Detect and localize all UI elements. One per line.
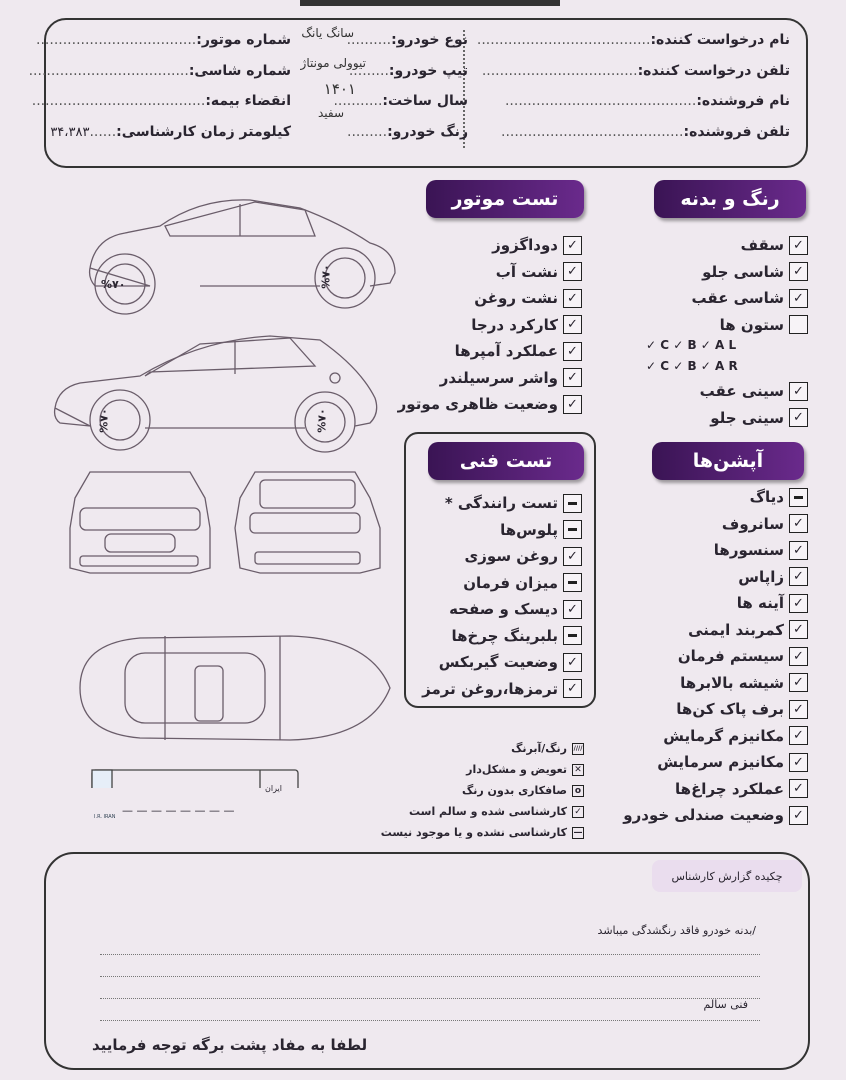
requester-name-dots: ....................................... bbox=[476, 32, 651, 48]
checkbox[interactable]: ✓ bbox=[563, 342, 582, 361]
item-label: مکانیزم سرمایش bbox=[657, 753, 784, 772]
engine-test-header: تست موتور bbox=[426, 180, 584, 218]
item-label: شاسی عقب bbox=[691, 289, 784, 308]
checkbox[interactable]: ✓ bbox=[789, 382, 808, 401]
item-label: وضعیت گیربکس bbox=[438, 653, 558, 672]
item-label: آینه ها bbox=[736, 594, 784, 613]
vehicle-model-field[interactable] bbox=[349, 63, 468, 79]
legend-symbol: o bbox=[572, 785, 584, 797]
engine-number-label: شماره موتور: bbox=[196, 32, 291, 48]
checkbox[interactable]: ✓ bbox=[789, 567, 808, 586]
checkbox[interactable]: ✓ bbox=[563, 289, 582, 308]
list-item[interactable] bbox=[623, 643, 808, 670]
item-label: ترمزها،روغن ترمز bbox=[422, 679, 558, 698]
item-label: روغن سوزی bbox=[464, 547, 558, 566]
item-label: کمربند ایمنی bbox=[688, 620, 784, 639]
plate-country: ایران bbox=[265, 784, 282, 793]
percent-label: %۷۰ bbox=[319, 264, 333, 289]
requester-phone-label: تلفن درخواست کننده: bbox=[637, 63, 790, 79]
list-item[interactable] bbox=[692, 312, 808, 339]
item-label: دوداگزوز bbox=[492, 236, 558, 255]
summary-note-body: /بدنه خودرو فاقد رنگشدگی میباشد bbox=[597, 924, 756, 937]
list-item[interactable] bbox=[700, 378, 808, 405]
checkbox[interactable]: ✓ bbox=[789, 620, 808, 639]
car-top-view bbox=[80, 636, 390, 740]
car-rear-view bbox=[235, 472, 380, 573]
seller-name-dots: ........................................... bbox=[504, 93, 697, 109]
list-item[interactable] bbox=[623, 723, 808, 750]
list-item[interactable] bbox=[623, 484, 808, 511]
checkbox[interactable]: ✓ bbox=[789, 726, 808, 745]
checkbox[interactable]: ✓ bbox=[563, 315, 582, 334]
checkbox[interactable]: ✓ bbox=[789, 262, 808, 281]
checkbox[interactable]: ✓ bbox=[789, 236, 808, 255]
item-label: عملکرد چراغ‌ها bbox=[675, 779, 784, 798]
paint-body-list-2 bbox=[700, 378, 808, 431]
list-item[interactable] bbox=[692, 259, 808, 286]
list-item[interactable] bbox=[398, 338, 582, 365]
checkbox[interactable] bbox=[563, 573, 582, 592]
list-item[interactable] bbox=[692, 285, 808, 312]
vehicle-model-label: تیپ خودرو: bbox=[388, 63, 468, 79]
legend-label: کارشناسی شده و سالم است bbox=[408, 805, 567, 818]
item-label: شیشه بالابرها bbox=[680, 673, 784, 692]
checkbox[interactable]: ✓ bbox=[563, 679, 582, 698]
summary-line bbox=[100, 998, 760, 999]
item-label: عملکرد آمپرها bbox=[454, 342, 558, 361]
checkbox[interactable] bbox=[789, 315, 808, 334]
mileage-dots: ...... bbox=[89, 124, 117, 140]
item-label: سنسورها bbox=[713, 541, 784, 560]
checkbox[interactable] bbox=[563, 626, 582, 645]
list-item[interactable] bbox=[422, 543, 582, 570]
list-item[interactable] bbox=[623, 696, 808, 723]
car-side-view-right bbox=[55, 336, 377, 452]
list-item[interactable] bbox=[422, 490, 582, 517]
vehicle-type-value: سانگ یانگ bbox=[301, 26, 354, 40]
checkbox[interactable]: ✓ bbox=[789, 700, 808, 719]
seller-name-label: نام فروشنده: bbox=[696, 93, 790, 109]
engine-number-field[interactable] bbox=[36, 32, 291, 48]
plate-dashes: — — — — — — — — bbox=[122, 804, 235, 817]
list-item[interactable] bbox=[422, 570, 582, 597]
legend-label: تعویض و مشکل‌دار bbox=[466, 763, 567, 776]
item-label: برف پاک کن‌ها bbox=[676, 700, 784, 719]
insurance-expiry-label: انقضاء بیمه: bbox=[205, 93, 291, 109]
list-item[interactable] bbox=[398, 312, 582, 339]
checkbox[interactable]: ✓ bbox=[563, 395, 582, 414]
chassis-number-label: شماره شاسی: bbox=[188, 63, 291, 79]
list-item[interactable] bbox=[623, 590, 808, 617]
list-item[interactable] bbox=[623, 511, 808, 538]
list-item[interactable] bbox=[398, 285, 582, 312]
legend-symbol: //// bbox=[572, 743, 584, 755]
legend-symbol: ✕ bbox=[572, 764, 584, 776]
checkbox[interactable]: ✓ bbox=[789, 806, 808, 825]
insurance-expiry-field[interactable] bbox=[32, 93, 291, 109]
options-header: آپشن‌ها bbox=[652, 442, 804, 480]
item-label: دیسک و صفحه bbox=[449, 600, 558, 619]
checkbox[interactable] bbox=[563, 520, 582, 539]
checkbox[interactable] bbox=[563, 494, 582, 513]
vehicle-type-dots: .......... bbox=[346, 32, 392, 48]
options-list bbox=[623, 484, 808, 829]
mileage-label: کیلومتر زمان کارشناسی: bbox=[116, 124, 291, 140]
checkbox[interactable]: ✓ bbox=[789, 753, 808, 772]
build-year-dots: ........... bbox=[333, 93, 383, 109]
legend-item bbox=[381, 738, 584, 759]
requester-name-field[interactable] bbox=[477, 32, 790, 48]
top-edge-bar bbox=[300, 0, 560, 6]
list-item[interactable] bbox=[623, 617, 808, 644]
item-label: میزان فرمان bbox=[463, 573, 558, 592]
plate-country-code: I.R. IRAN bbox=[94, 814, 116, 820]
item-label: تست رانندگی * bbox=[444, 494, 558, 513]
seller-phone-field[interactable] bbox=[501, 124, 790, 140]
vehicle-model-value: تیوولی مونتاژ bbox=[300, 56, 366, 70]
list-item[interactable] bbox=[623, 776, 808, 803]
legend-symbol: — bbox=[573, 827, 583, 838]
car-front-view bbox=[70, 472, 210, 573]
summary-tag: چکیده گزارش کارشناس bbox=[652, 860, 802, 892]
list-item[interactable] bbox=[623, 802, 808, 829]
list-item[interactable] bbox=[700, 405, 808, 432]
legend-item bbox=[381, 801, 584, 822]
list-item[interactable] bbox=[623, 670, 808, 697]
list-item[interactable] bbox=[692, 232, 808, 259]
legend-item bbox=[381, 822, 584, 843]
requester-phone-field[interactable] bbox=[482, 63, 790, 79]
item-label: دیاگ bbox=[749, 488, 784, 507]
mileage-value: ۳۴،۳۸۳ bbox=[50, 125, 90, 140]
pillar-left-checks: ✓ C ✓ B ✓ A L bbox=[646, 338, 737, 352]
list-item[interactable] bbox=[422, 676, 582, 703]
seller-phone-label: تلفن فروشنده: bbox=[683, 124, 790, 140]
requester-name-label: نام درخواست کننده: bbox=[650, 32, 790, 48]
summary-line bbox=[100, 1020, 760, 1021]
paint-body-list bbox=[692, 232, 808, 338]
item-label: پلوس‌ها bbox=[500, 520, 558, 539]
mileage-field[interactable] bbox=[50, 124, 291, 140]
checkbox[interactable]: ✓ bbox=[563, 547, 582, 566]
checkbox[interactable]: ✓ bbox=[563, 262, 582, 281]
checkbox[interactable]: ✓ bbox=[789, 594, 808, 613]
vehicle-color-dots: ......... bbox=[347, 124, 388, 140]
checkbox[interactable]: ✓ bbox=[789, 514, 808, 533]
list-item[interactable] bbox=[398, 259, 582, 286]
item-label: کارکرد درجا bbox=[471, 315, 558, 334]
chassis-number-field[interactable] bbox=[29, 63, 291, 79]
list-item[interactable] bbox=[398, 365, 582, 392]
item-label: مکانیزم گرمایش bbox=[663, 726, 784, 745]
vehicle-color-field[interactable] bbox=[347, 124, 468, 140]
checkbox[interactable]: ✓ bbox=[789, 673, 808, 692]
checkbox[interactable]: ✓ bbox=[563, 600, 582, 619]
percent-label: %۷۰ bbox=[101, 278, 126, 291]
checkbox[interactable]: ✓ bbox=[563, 236, 582, 255]
list-item[interactable] bbox=[422, 649, 582, 676]
chassis-number-dots: .................................... bbox=[28, 63, 189, 79]
checkbox[interactable]: ✓ bbox=[789, 779, 808, 798]
engine-number-dots: .................................... bbox=[36, 32, 197, 48]
paint-body-header: رنگ و بدنه bbox=[654, 180, 806, 218]
legend-symbol: ✓ bbox=[572, 806, 584, 818]
item-label: سیستم فرمان bbox=[677, 647, 784, 666]
list-item[interactable] bbox=[422, 596, 582, 623]
item-label: بلبرینگ چرخ‌ها bbox=[451, 626, 558, 645]
item-label: زاپاس bbox=[738, 567, 784, 586]
seller-phone-dots: ......................................... bbox=[501, 124, 684, 140]
footer-note: لطفا به مفاد پشت برگه توجه فرمایید bbox=[92, 1036, 368, 1054]
item-label: وضعیت ظاهری موتور bbox=[397, 395, 558, 414]
car-side-view-left bbox=[90, 200, 395, 314]
checkbox[interactable]: ✓ bbox=[789, 647, 808, 666]
list-item[interactable] bbox=[422, 623, 582, 650]
legend bbox=[381, 738, 584, 843]
vehicle-type-field[interactable] bbox=[347, 32, 468, 48]
item-label: وضعیت صندلی خودرو bbox=[623, 806, 784, 825]
percent-label: %۷۰ bbox=[315, 408, 329, 433]
vehicle-color-value: سفید bbox=[317, 106, 344, 120]
insurance-expiry-dots: ....................................... bbox=[31, 93, 206, 109]
item-label: واشر سرسیلندر bbox=[439, 368, 558, 387]
item-label: ستون ها bbox=[719, 315, 784, 334]
vehicle-type-label: نوع خودرو: bbox=[391, 32, 468, 48]
checkbox[interactable]: ✓ bbox=[789, 289, 808, 308]
summary-note-technical: فنی سالم bbox=[703, 998, 748, 1011]
legend-label: رنگ/آبرنگ bbox=[511, 742, 567, 755]
checkbox[interactable]: ✓ bbox=[789, 541, 808, 560]
list-item[interactable] bbox=[623, 537, 808, 564]
summary-line bbox=[100, 976, 760, 977]
item-label: نشت آب bbox=[495, 262, 558, 281]
item-label: سقف bbox=[740, 236, 784, 255]
build-year-value: ۱۴۰۱ bbox=[323, 80, 356, 98]
list-item[interactable] bbox=[422, 517, 582, 544]
percent-label: %۷۰ bbox=[97, 408, 111, 433]
checkbox[interactable]: ✓ bbox=[563, 653, 582, 672]
legend-item bbox=[381, 759, 584, 780]
legend-label: صافکاری بدون رنگ bbox=[462, 784, 567, 797]
legend-item bbox=[381, 780, 584, 801]
legend-label: کارشناسی نشده و یا موجود نیست bbox=[380, 826, 567, 839]
vehicle-model-dots: ......... bbox=[348, 63, 389, 79]
vehicle-color-label: رنگ خودرو: bbox=[387, 124, 468, 140]
checkbox[interactable] bbox=[789, 488, 808, 507]
list-item[interactable] bbox=[623, 564, 808, 591]
technical-test-list bbox=[422, 490, 582, 702]
list-item[interactable] bbox=[398, 232, 582, 259]
engine-test-list bbox=[398, 232, 582, 418]
technical-test-header: تست فنی bbox=[428, 442, 584, 480]
build-year-label: سال ساخت: bbox=[382, 93, 468, 109]
checkbox[interactable]: ✓ bbox=[563, 368, 582, 387]
checkbox[interactable]: ✓ bbox=[789, 408, 808, 427]
list-item[interactable] bbox=[623, 749, 808, 776]
list-item[interactable] bbox=[398, 391, 582, 418]
seller-name-field[interactable] bbox=[505, 93, 790, 109]
item-label: سینی عقب bbox=[699, 382, 784, 401]
item-label: سانروف bbox=[721, 514, 784, 533]
summary-line bbox=[100, 954, 760, 955]
item-label: شاسی جلو bbox=[702, 262, 784, 281]
item-label: سینی جلو bbox=[710, 408, 784, 427]
pillar-right-checks: ✓ C ✓ B ✓ A R bbox=[646, 359, 738, 373]
item-label: نشت روغن bbox=[474, 289, 558, 308]
requester-phone-dots: ................................... bbox=[481, 63, 638, 79]
